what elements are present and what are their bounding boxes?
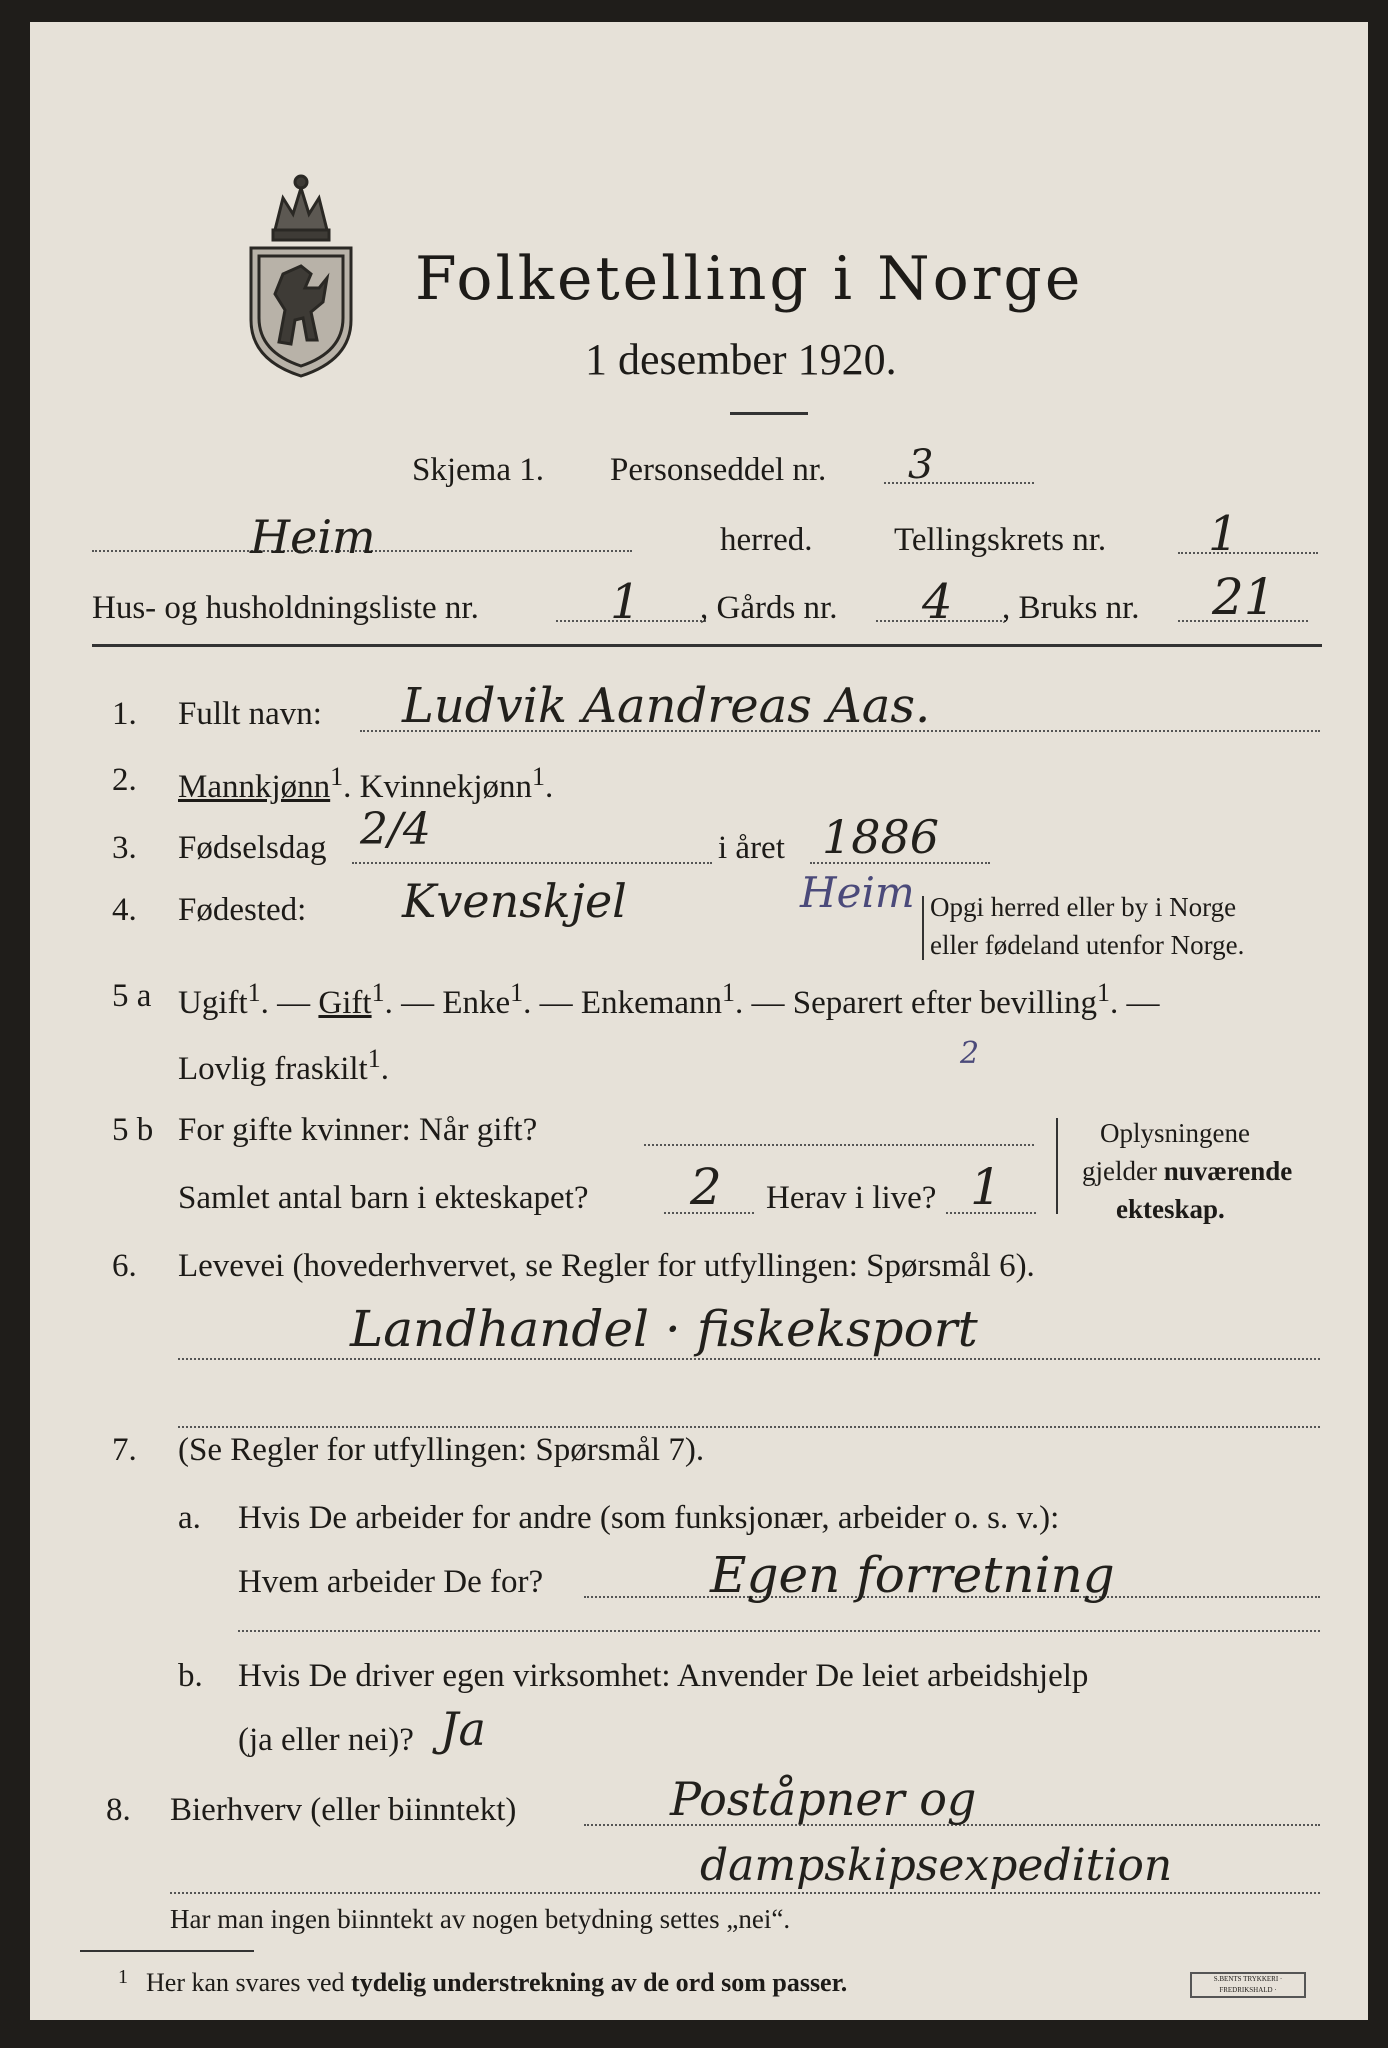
side-income-value-1: Poståpner og: [670, 1772, 977, 1826]
q7-number: 7.: [112, 1432, 137, 1468]
year-label: i året: [718, 830, 785, 866]
gards-label: , Gårds nr.: [700, 590, 838, 626]
form-title: Folketelling i Norge: [415, 244, 1084, 314]
herred-value: Heim: [250, 510, 376, 564]
side-income-value-2: dampskipsexpedition: [700, 1840, 1173, 1891]
census-form: [30, 22, 1368, 2020]
gift-option: Gift: [318, 985, 372, 1021]
birth-day-value: 2/4: [360, 804, 431, 855]
birthplace-value: Kvenskjel: [402, 874, 627, 928]
q2-number: 2.: [112, 762, 137, 798]
employer-value: Egen forretning: [710, 1546, 1115, 1604]
skjema-label: Skjema 1.: [412, 452, 544, 488]
tellingskrets-value: 1: [1208, 506, 1239, 562]
birthplace-note-1: Opgi herred eller by i Norge: [930, 892, 1237, 922]
q7b-letter: b.: [178, 1658, 203, 1694]
q6-label: Levevei (hovederhvervet, se Regler for utfyllingen: Spørsmål 6).: [178, 1248, 1035, 1284]
occupation-value: Landhandel · fiskeksport: [350, 1300, 978, 1358]
q3-label: Fødselsdag: [178, 830, 327, 866]
q1-number: 1.: [112, 696, 137, 732]
alive-label: Herav i live?: [766, 1180, 937, 1216]
full-name-value: Ludvik Aandreas Aas.: [402, 678, 931, 734]
hired-help-label: (ja eller nei)?: [238, 1722, 414, 1758]
q4-label: Fødested:: [178, 892, 307, 928]
employer-label: Hvem arbeider De for?: [238, 1564, 544, 1600]
children-label: Samlet antal barn i ekteskapet?: [178, 1180, 589, 1216]
marriage-note-3: ekteskap.: [1116, 1194, 1225, 1224]
q6-number: 6.: [112, 1248, 137, 1284]
kvinnekjonn-option: Kvinnekjønn: [359, 769, 532, 805]
bruks-value: 21: [1212, 568, 1276, 626]
q8-number: 8.: [106, 1792, 131, 1828]
q1-label: Fullt navn:: [178, 696, 322, 732]
q7a-question: Hvis De arbeider for andre (som funksjonær, arbeider o. s. v.):: [238, 1500, 1060, 1536]
hired-help-value: Ja: [440, 1702, 486, 1756]
footnote-number: 1: [118, 1966, 128, 1988]
title-divider: [730, 412, 808, 415]
q8-label: Bierhverv (eller biinntekt): [170, 1792, 517, 1828]
q2-options: Mannkjønn$^1$. Kvinnekjønn$^1$.: [178, 762, 554, 805]
children-value: 2: [690, 1158, 722, 1216]
tellingskrets-label: Tellingskrets nr.: [894, 522, 1107, 558]
q7-label: (Se Regler for utfyllingen: Spørsmål 7).: [178, 1432, 705, 1468]
marriage-note-1: Oplysningene: [1100, 1118, 1250, 1148]
footnote-text: Her kan svares ved tydelig understrekning av de ord som passer.: [146, 1968, 848, 1997]
personseddel-value: 3: [908, 442, 934, 488]
side-income-note: Har man ingen biinntekt av nogen betydning settes „nei“.: [170, 1904, 791, 1934]
form-date: 1 desember 1920.: [585, 335, 897, 384]
birthplace-note-2: eller fødeland utenfor Norge.: [930, 930, 1245, 960]
header-divider: [92, 644, 1322, 647]
personseddel-label: Personseddel nr.: [610, 452, 827, 488]
q5a-number: 5 a: [112, 978, 152, 1014]
q7a-letter: a.: [178, 1500, 201, 1536]
gards-value: 4: [922, 574, 953, 630]
lovlig-fraskilt-option: Lovlig fraskilt$^1$.: [178, 1044, 389, 1087]
birth-year-value: 1886: [822, 810, 940, 864]
husliste-label: Hus- og husholdningsliste nr.: [92, 590, 479, 626]
q4-number: 4.: [112, 892, 137, 928]
q3-number: 3.: [112, 830, 137, 866]
q5b-number: 5 b: [112, 1112, 154, 1148]
marriage-note-2: gjelder nuværende: [1082, 1156, 1293, 1186]
mannkjonn-option: Mannkjønn: [178, 769, 331, 805]
marital-pencil-mark: 2: [960, 1036, 980, 1071]
q7b-question: Hvis De driver egen virksomhet: Anvender De leiet arbeidshjelp: [238, 1658, 1089, 1694]
herred-label: herred.: [720, 522, 813, 558]
when-married-label: For gifte kvinner: Når gift?: [178, 1112, 538, 1148]
birthplace-value-2: Heim: [800, 868, 915, 917]
husliste-value: 1: [610, 574, 641, 630]
alive-value: 1: [970, 1158, 1002, 1216]
printer-stamp: S.BENTS TRYKKERI · FREDRIKSHALD ·: [1190, 1972, 1306, 1998]
bruks-label: , Bruks nr.: [1002, 590, 1140, 626]
coat-of-arms-icon: [245, 170, 357, 380]
marital-options: Ugift$^1$. — Gift$^1$. — Enke$^1$. — Enkemann$^1$. — Separert efter bevilling$^1$. —: [178, 978, 1160, 1021]
